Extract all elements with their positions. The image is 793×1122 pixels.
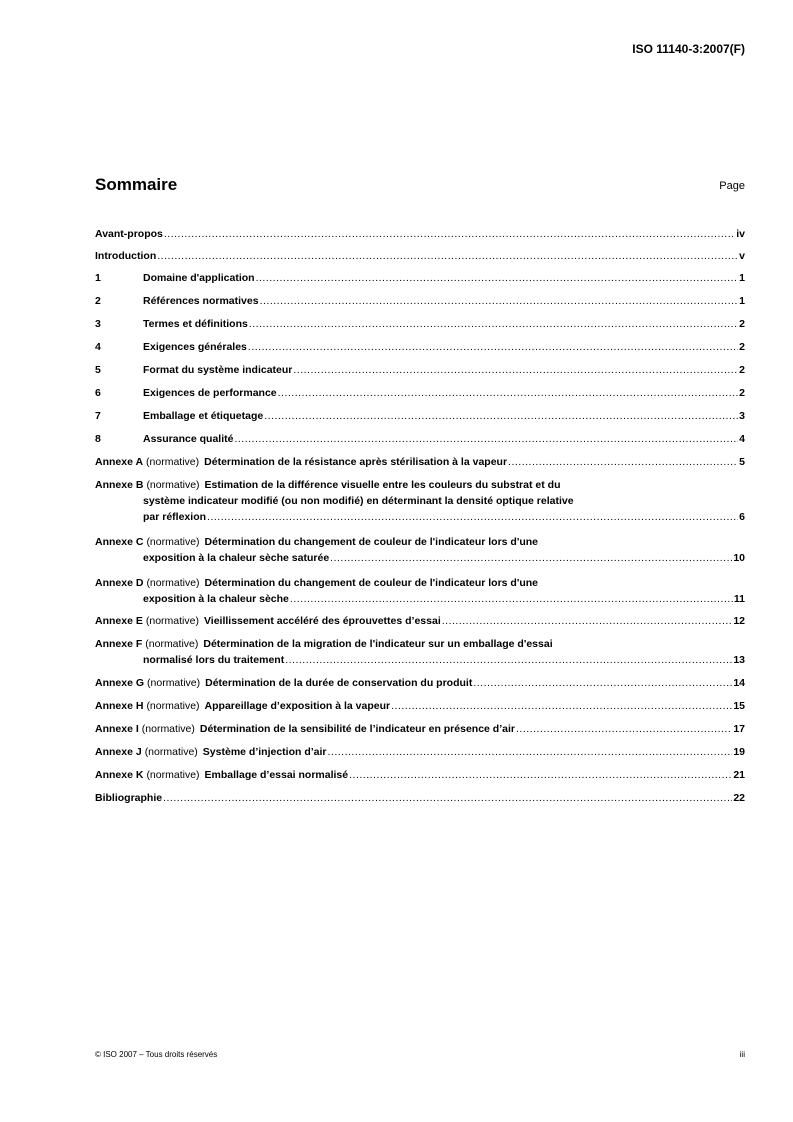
entry-page-number: 11	[733, 593, 745, 605]
toc-entry-line	[95, 613, 745, 629]
entry-title[interactable]: système indicateur modifié (ou non modifié) en déterminant la densité optique relative	[143, 495, 574, 507]
annex-type: (normative)	[147, 677, 201, 689]
entry-page-number: 15	[733, 700, 745, 712]
toc-entry[interactable]	[95, 534, 745, 566]
entry-page-number: 1	[739, 272, 745, 284]
footer-copyright: © ISO 2007 – Tous droits réservés	[95, 1050, 218, 1059]
entry-page-number: 13	[733, 654, 745, 666]
entry-label[interactable]: Annexe E	[95, 615, 143, 627]
entry-label[interactable]: Annexe G	[95, 677, 145, 689]
toc-entry-line	[95, 721, 745, 737]
entry-page-number: 12	[733, 615, 745, 627]
entry-label[interactable]: Annexe H	[95, 700, 144, 712]
dot-leader	[163, 790, 732, 806]
entry-title[interactable]: normalisé lors du traitement	[143, 654, 285, 666]
dot-leader	[293, 362, 738, 378]
toc-entry[interactable]	[95, 477, 745, 525]
dot-leader	[442, 613, 733, 629]
toc-entry[interactable]	[95, 744, 745, 760]
entry-page-number: 3	[739, 410, 745, 422]
entry-page-number: 4	[739, 433, 745, 445]
toc-entry[interactable]	[95, 698, 745, 714]
section-number: 2	[95, 295, 101, 307]
toc-entry-line	[95, 575, 745, 591]
annex-type: (normative)	[146, 700, 200, 712]
dot-leader	[234, 431, 738, 447]
entry-title[interactable]: Détermination de la résistance après stérilisation à la vapeur	[204, 456, 508, 468]
entry-title[interactable]: Détermination de la migration de l'indicateur sur un emballage d'essai	[203, 638, 553, 650]
toc-entry[interactable]	[95, 270, 745, 286]
toc-entry[interactable]	[95, 613, 745, 629]
toc-entry-line	[95, 591, 745, 607]
entry-page-number: 22	[733, 792, 745, 804]
dot-leader	[256, 270, 739, 286]
toc-entry[interactable]	[95, 248, 745, 264]
dot-leader	[290, 591, 733, 607]
entry-title[interactable]: exposition à la chaleur sèche	[143, 593, 289, 605]
toc-entry[interactable]	[95, 721, 745, 737]
toc-entry-line	[95, 767, 745, 783]
entry-title[interactable]: Vieillissement accéléré des éprouvettes d’essai	[203, 615, 441, 627]
entry-label[interactable]: Domaine d'application	[143, 272, 255, 284]
toc-entry-line	[95, 226, 745, 242]
toc-entry-line	[95, 454, 745, 470]
annex-type: (normative)	[145, 638, 199, 650]
toc-entry[interactable]	[95, 675, 745, 691]
entry-page-number: 2	[739, 364, 745, 376]
toc-entry-line	[95, 509, 745, 525]
entry-title[interactable]: Emballage d’essai normalisé	[204, 769, 349, 781]
toc-entry[interactable]	[95, 408, 745, 424]
document-header: ISO 11140-3:2007(F)	[632, 42, 745, 56]
entry-label[interactable]: Format du système indicateur	[143, 364, 293, 376]
toc-entry[interactable]	[95, 385, 745, 401]
toc-entry-line	[95, 493, 745, 509]
section-number: 3	[95, 318, 101, 330]
entry-label[interactable]: Annexe F	[95, 638, 143, 650]
entry-label[interactable]: Assurance qualité	[143, 433, 234, 445]
entry-label[interactable]: Exigences de performance	[143, 387, 277, 399]
entry-page-number: 14	[733, 677, 745, 689]
entry-page-number: 2	[739, 387, 745, 399]
toc-entry-line	[95, 339, 745, 355]
dot-leader	[249, 316, 738, 332]
toc-entry-line	[95, 408, 745, 424]
entry-label[interactable]: Exigences générales	[143, 341, 247, 353]
page-column-label: Page	[719, 180, 745, 192]
entry-label[interactable]: Bibliographie	[95, 792, 163, 804]
annex-type: (normative)	[145, 615, 199, 627]
toc-entry[interactable]	[95, 790, 745, 806]
toc-entry[interactable]	[95, 636, 745, 668]
annex-type: (normative)	[146, 456, 200, 468]
dot-leader	[330, 550, 732, 566]
entry-label[interactable]: Emballage et étiquetage	[143, 410, 264, 422]
entry-label[interactable]: Introduction	[95, 250, 157, 262]
toc-entry-line	[95, 534, 745, 550]
entry-label[interactable]: Annexe A	[95, 456, 144, 468]
entry-page-number: 2	[739, 318, 745, 330]
toc-entry-line	[95, 636, 745, 652]
dot-leader	[248, 339, 738, 355]
entry-page-number: 5	[739, 456, 745, 468]
page-title: Sommaire	[95, 175, 178, 194]
section-number: 7	[95, 410, 101, 422]
toc-entry-line	[95, 550, 745, 566]
section-number: 8	[95, 433, 101, 445]
toc-entry[interactable]	[95, 316, 745, 332]
toc-entry-line	[95, 431, 745, 447]
entry-page-number: 10	[733, 552, 745, 564]
section-number: 6	[95, 387, 101, 399]
footer-page-number: iii	[739, 1050, 745, 1059]
toc-entry-line	[95, 744, 745, 760]
entry-label[interactable]: Avant-propos	[95, 228, 163, 240]
toc-entry-line	[95, 675, 745, 691]
annex-type: (normative)	[141, 723, 195, 735]
entry-title[interactable]: Appareillage d’exposition à la vapeur	[204, 700, 391, 712]
annex-type: (normative)	[146, 479, 200, 491]
toc-entry[interactable]	[95, 767, 745, 783]
entry-label[interactable]: Termes et définitions	[143, 318, 248, 330]
entry-label[interactable]: Références normatives	[143, 295, 259, 307]
toc-entry-line	[95, 698, 745, 714]
dot-leader	[508, 454, 738, 470]
entry-page-number: 1	[739, 295, 745, 307]
entry-page-number: 2	[739, 341, 745, 353]
section-number: 5	[95, 364, 101, 376]
entry-title[interactable]: Détermination du changement de couleur de l'indicateur lors d'une	[204, 536, 539, 548]
toc-entry[interactable]	[95, 362, 745, 378]
toc-entry-line	[95, 477, 745, 493]
toc-entry-line	[95, 362, 745, 378]
dot-leader	[278, 385, 739, 401]
entry-title[interactable]: Système d’injection d’air	[202, 746, 327, 758]
entry-title[interactable]: Détermination de la sensibilité de l’indicateur en présence d’air	[199, 723, 515, 735]
entry-page-number: iv	[736, 228, 745, 240]
entry-page-number: v	[739, 250, 745, 262]
toc-entry-line	[95, 790, 745, 806]
toc-entry[interactable]	[95, 431, 745, 447]
entry-title[interactable]: Détermination de la durée de conservation du produit	[205, 677, 473, 689]
toc-entry-line	[95, 385, 745, 401]
toc-entry[interactable]	[95, 575, 745, 607]
toc-entry[interactable]	[95, 226, 745, 242]
toc-entry[interactable]	[95, 293, 745, 309]
dot-leader	[516, 721, 732, 737]
entry-page-number: 19	[733, 746, 745, 758]
entry-title[interactable]: exposition à la chaleur sèche saturée	[143, 552, 330, 564]
dot-leader	[391, 698, 732, 714]
entry-title[interactable]: Détermination du changement de couleur de l'indicateur lors d'une	[204, 577, 539, 589]
dot-leader	[264, 408, 738, 424]
entry-label[interactable]: Annexe D	[95, 577, 144, 589]
toc-entry-line	[95, 293, 745, 309]
toc-entry-line	[95, 270, 745, 286]
toc-entry-line	[95, 248, 745, 264]
dot-leader	[164, 226, 735, 242]
annex-type: (normative)	[144, 746, 198, 758]
dot-leader	[328, 744, 733, 760]
dot-leader	[285, 652, 732, 668]
toc-entry[interactable]	[95, 339, 745, 355]
entry-page-number: 21	[733, 769, 745, 781]
toc-entry-line	[95, 652, 745, 668]
entry-page-number: 17	[733, 723, 745, 735]
section-number: 1	[95, 272, 101, 284]
entry-label[interactable]: Annexe B	[95, 479, 144, 491]
annex-type: (normative)	[146, 577, 200, 589]
toc-entry[interactable]	[95, 454, 745, 470]
dot-leader	[260, 293, 739, 309]
annex-type: (normative)	[146, 769, 200, 781]
entry-title[interactable]: par réflexion	[143, 511, 207, 523]
entry-label[interactable]: Annexe J	[95, 746, 142, 758]
dot-leader	[473, 675, 732, 691]
dot-leader	[349, 767, 732, 783]
entry-label[interactable]: Annexe I	[95, 723, 139, 735]
entry-label[interactable]: Annexe C	[95, 536, 144, 548]
toc-entry-line	[95, 316, 745, 332]
entry-page-number: 6	[739, 511, 745, 523]
entry-label[interactable]: Annexe K	[95, 769, 144, 781]
dot-leader	[157, 248, 738, 264]
dot-leader	[207, 509, 738, 525]
section-number: 4	[95, 341, 101, 353]
annex-type: (normative)	[146, 536, 200, 548]
entry-title[interactable]: Estimation de la différence visuelle entre les couleurs du substrat et du	[204, 479, 561, 491]
